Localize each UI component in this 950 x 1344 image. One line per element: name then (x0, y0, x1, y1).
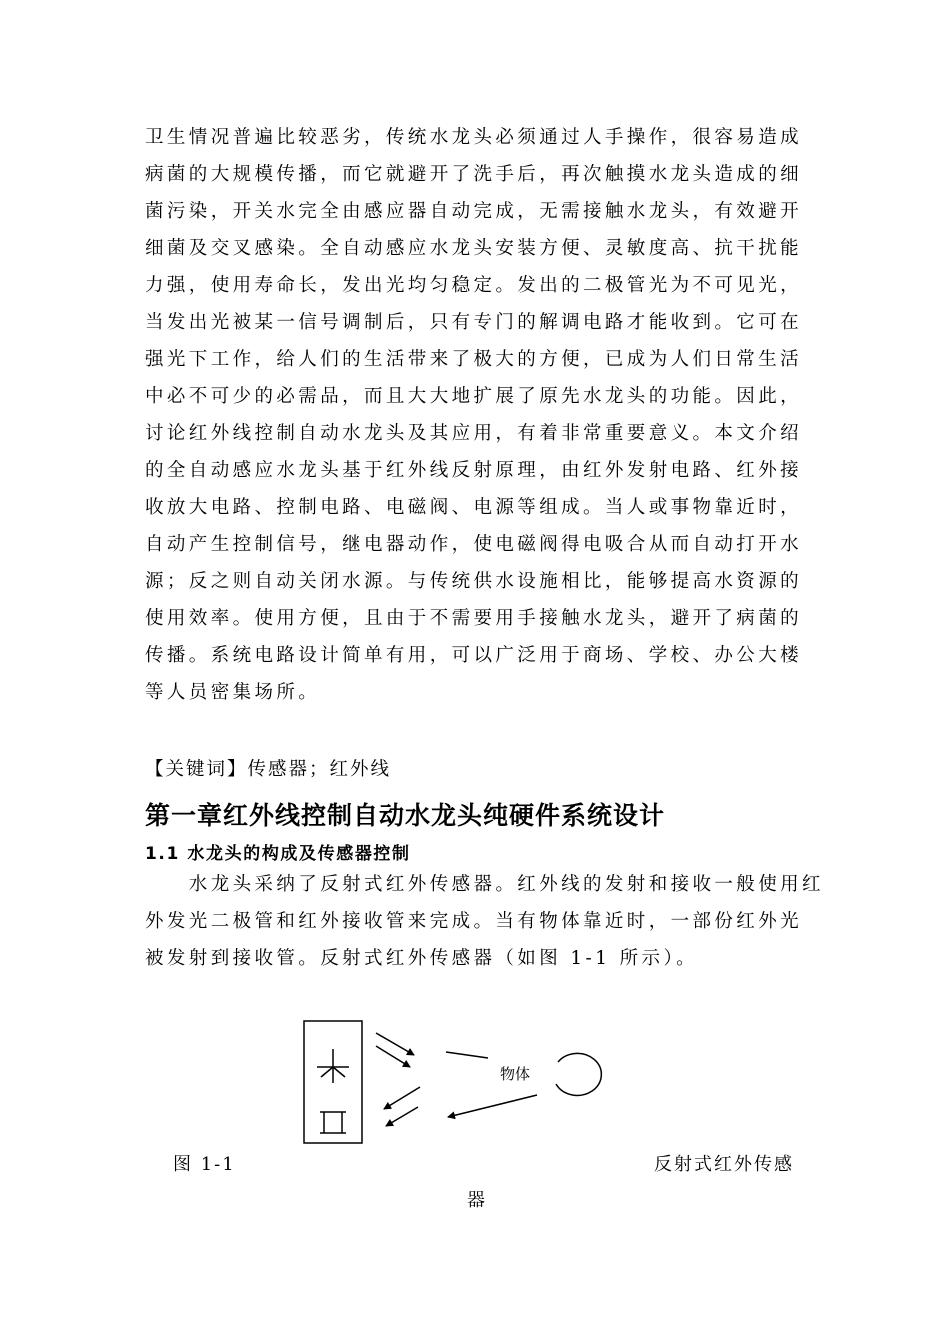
paragraph-line: 中必不可少的必需品，而且大大地扩展了原先水龙头的功能。因此， (145, 386, 803, 407)
ir-receiver-icon (320, 1112, 346, 1133)
figure-caption-number: 图 1-1 (173, 1154, 236, 1175)
emitted-ray-arrows (376, 1033, 414, 1067)
paragraph-line: 等人员密集场所。 (145, 682, 321, 703)
figure-caption-title: 反射式红外传感 (654, 1154, 794, 1175)
paragraph-line: 当发出光被某一信号调制后，只有专门的解调电路才能收到。它可在 (145, 312, 803, 333)
paragraph-line: 源；反之则自动关闭水源。与传统供水设施相比，能够提高水资源的 (145, 571, 803, 592)
received-ray-arrows (384, 1087, 420, 1126)
paragraph-line: 卫生情况普遍比较恶劣，传统水龙头必须通过人手操作，很容易造成 (145, 127, 803, 148)
reflective-ir-sensor-figure (290, 1015, 630, 1150)
paragraph-line: 收放大电路、控制电路、电磁阀、电源等组成。当人或事物靠近时， (145, 497, 803, 518)
paragraph-line: 菌污染，开关水完全由感应器自动完成，无需接触水龙头，有效避开 (145, 201, 803, 222)
paragraph-line: 传播。系统电路设计简单有用，可以广泛用于商场、学校、办公大楼 (145, 645, 803, 666)
figure-caption-title-wrap: 器 (467, 1190, 487, 1211)
section-title: 1.1 水龙头的构成及传感器控制 (145, 844, 411, 864)
keywords: 【关键词】传感器；红外线 (145, 759, 392, 780)
ir-emitter-icon (317, 1049, 349, 1083)
paragraph-line: 水龙头采纳了反射式红外传感器。红外线的发射和接收一般使用红 (145, 874, 824, 895)
paragraph-line: 的全自动感应水龙头基于红外线反射原理，由红外发射电路、红外接 (145, 460, 803, 481)
outgoing-ray-line (446, 1052, 488, 1058)
paragraph-line: 使用效率。使用方便，且由于不需要用手接触水龙头，避开了病菌的 (145, 608, 803, 629)
paragraph-line: 外发光二极管和红外接收管来完成。当有物体靠近时，一部份红外光 (145, 911, 803, 932)
paragraph-line: 病菌的大规模传播，而它就避开了洗手后，再次触摸水龙头造成的细 (145, 164, 803, 185)
paragraph-line: 力强，使用寿命长，发出光均匀稳定。发出的二极管光为不可见光， (145, 275, 803, 296)
paragraph-line: 细菌及交叉感染。全自动感应水龙头安装方便、灵敏度高、抗干扰能 (145, 238, 803, 259)
paragraph-line: 强光下工作，给人们的生活带来了极大的方便，已成为人们日常生活 (145, 349, 803, 370)
reflected-ray-arrow (448, 1095, 537, 1117)
chapter-title: 第一章红外线控制自动水龙头纯硬件系统设计 (145, 801, 666, 830)
paragraph-line: 讨论红外线控制自动水龙头及其应用，有着非常重要意义。本文介绍 (145, 423, 803, 444)
paragraph-line: 自动产生控制信号，继电器动作，使电磁阀得电吸合从而自动打开水 (145, 534, 803, 555)
object-circle (556, 1053, 601, 1095)
object-label: 物体 (500, 1065, 531, 1083)
paragraph-line: 被发射到接收管。反射式红外传感器（如图 1-1 所示）。 (145, 948, 699, 969)
